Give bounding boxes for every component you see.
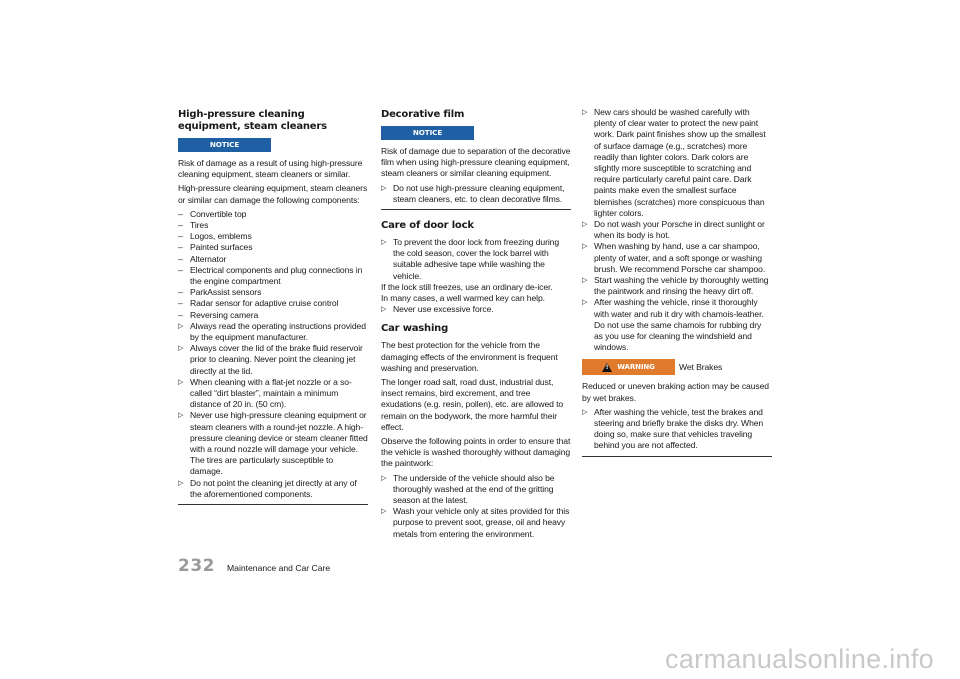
triangle-right-icon: ▷ (178, 378, 184, 386)
instruction-item: ▷ After washing the vehicle, test the brakes and steering and briefly brake the disks dry. When doing so, make sure that vehicles traveling behind you are not affected. (582, 406, 764, 451)
warning-triangle-icon (602, 363, 612, 372)
section-heading-high-pressure: High-pressure cleaning equipment, steam cleaners (178, 109, 327, 132)
notice-badge: NOTICE (178, 138, 271, 152)
notice-text: Risk of damage as a result of using high-pressure cleaning equipment, steam cleaners or similar. (178, 158, 363, 180)
instruction-item: ▷ Never use high-pressure cleaning equipment or steam cleaners with a round-jet nozzle. A high-pressure cleaning device or steam cleaner fitted with a round nozzle will damage your vehicle. The tires are particularly susceptible to damage. (178, 410, 368, 477)
instruction-item: ▷ Do not wash your Porsche in direct sunlight or when its body is hot. (582, 219, 765, 241)
instruction-item: ▷ Do not use high-pressure cleaning equipment, steam cleaners, etc. to clean decorative films. (381, 182, 565, 204)
notice-text: Risk of damage due to separation of the decorative film when using high-pressure cleaning equipment, steam cleaners or similar cleaning equipment. (381, 146, 571, 179)
page-number: 232 (178, 556, 215, 576)
instruction-item: ▷ Always cover the lid of the brake fluid reservoir prior to cleaning. Never point the cleaning jet directly at the lid. (178, 343, 363, 376)
instruction-item: ▷ Always read the operating instructions provided by the equipment manufacturer. (178, 320, 366, 343)
instruction-item: ▷ To prevent the door lock from freezing during the cold season, cover the lock barrel with suitable adhesive tape while washing the vehicle. (381, 237, 560, 281)
triangle-right-icon: ▷ (582, 243, 588, 251)
warning-header (582, 359, 772, 375)
instruction-item: ▷ Never use excessive force. (381, 304, 494, 315)
warning-title: Wet Brakes (679, 361, 723, 372)
triangle-right-icon: ▷ (381, 306, 387, 314)
section-heading-door-lock: Care of door lock (381, 220, 474, 232)
triangle-right-icon: ▷ (178, 322, 184, 330)
paragraph: The longer road salt, road dust, industrial dust, insect remains, bird excrement, and tree exudations (e.g. resin, pollen), etc. are allowed to remain on the bodywork, the more harmful their effect. (381, 377, 564, 432)
section-heading-decorative-film: Decorative film (381, 109, 465, 120)
instruction-item: ▷ When washing by hand, use a car shampoo, plenty of water, and a soft sponge or washing brush. We recommend Porsche car shampoo. (582, 241, 766, 274)
page-footer (178, 556, 330, 576)
triangle-right-icon: ▷ (178, 479, 184, 487)
instruction-item: ▷ After washing the vehicle, rinse it thoroughly with water and rub it dry with chamois-leather. Do not use the same chamois for rubbing dry as you use for cleaning the windshield and windows. (582, 297, 764, 353)
list-item: – Tires (178, 220, 209, 231)
section-heading-car-washing: Car washing (381, 323, 449, 335)
section-divider (178, 504, 368, 505)
watermark: carmanualsonline.info (665, 644, 934, 674)
list-item: – Alternator (178, 253, 227, 264)
triangle-right-icon: ▷ (582, 299, 588, 307)
paragraph: In many cases, a well warmed key can help. (381, 293, 545, 304)
triangle-right-icon: ▷ (178, 412, 184, 420)
warning-badge: ! WARNING (582, 359, 675, 375)
list-item: – Radar sensor for adaptive cruise control (178, 298, 339, 309)
triangle-right-icon: ▷ (381, 239, 387, 247)
column-right (582, 107, 772, 467)
instruction-item: ▷ Start washing the vehicle by thoroughly wetting the paintwork and rinsing the heavy dirt off. (582, 275, 769, 297)
list-item: – Logos, emblems (178, 231, 252, 242)
triangle-right-icon: ▷ (582, 109, 588, 116)
paragraph: If the lock still freezes, use an ordinary de-icer. (381, 281, 553, 292)
triangle-right-icon: ▷ (582, 221, 588, 229)
list-item: – ParkAssist sensors (178, 287, 262, 298)
paragraph: The best protection for the vehicle from the damaging effects of the environment is frequent washing and preservation. (381, 340, 558, 373)
list-item: – Electrical components and plug connections in the engine compartment (178, 264, 363, 287)
triangle-right-icon: ▷ (381, 474, 387, 482)
instruction-item: ▷ When cleaning with a flat-jet nozzle or a so-called “dirt blaster”, maintain a minimum distance of 20 in. (50 cm). (178, 376, 352, 410)
column-left (178, 107, 368, 515)
instruction-item: ▷ Wash your vehicle only at sites provided for this purpose to prevent soot, grease, oil and heavy metals from entering the environment. (381, 506, 570, 539)
list-item: – Convertible top (178, 208, 247, 219)
instruction-item: ▷ The underside of the vehicle should also be thoroughly washed at the end of the gritting season at the latest. (381, 472, 555, 506)
instruction-item: ▷ New cars should be washed carefully with plenty of clear water to protect the new paint work. Dark paint finishes show up the smallest of surface damage (e.g., scratches) more readily than lighter colors. Dark colors are slightly more susceptible to scratching and require particularly careful paint care. Dark paints make even the smallest surface blemishes (scratches) more conspicuous than lighter colors. (582, 107, 766, 218)
chapter-title: Maintenance and Car Care (227, 563, 331, 573)
paragraph: Observe the following points in order to ensure that the vehicle is washed thoroughly without damaging the paintwork: (381, 436, 571, 469)
paragraph: High-pressure cleaning equipment, steam cleaners or similar can damage the following components: (178, 183, 368, 205)
section-divider (582, 456, 772, 457)
column-middle (381, 107, 571, 540)
triangle-right-icon: ▷ (582, 277, 588, 285)
list-item: – Painted surfaces (178, 242, 253, 253)
triangle-right-icon: ▷ (381, 508, 387, 516)
section-divider (381, 209, 571, 210)
triangle-right-icon: ▷ (582, 408, 588, 416)
instruction-item: ▷ Do not point the cleaning jet directly at any of the aforementioned components. (178, 477, 357, 499)
warning-text: Reduced or uneven braking action may be caused by wet brakes. (582, 381, 769, 403)
triangle-right-icon: ▷ (178, 345, 184, 353)
notice-badge: NOTICE (381, 126, 474, 140)
triangle-right-icon: ▷ (381, 184, 387, 192)
list-item: – Reversing camera (178, 309, 259, 320)
